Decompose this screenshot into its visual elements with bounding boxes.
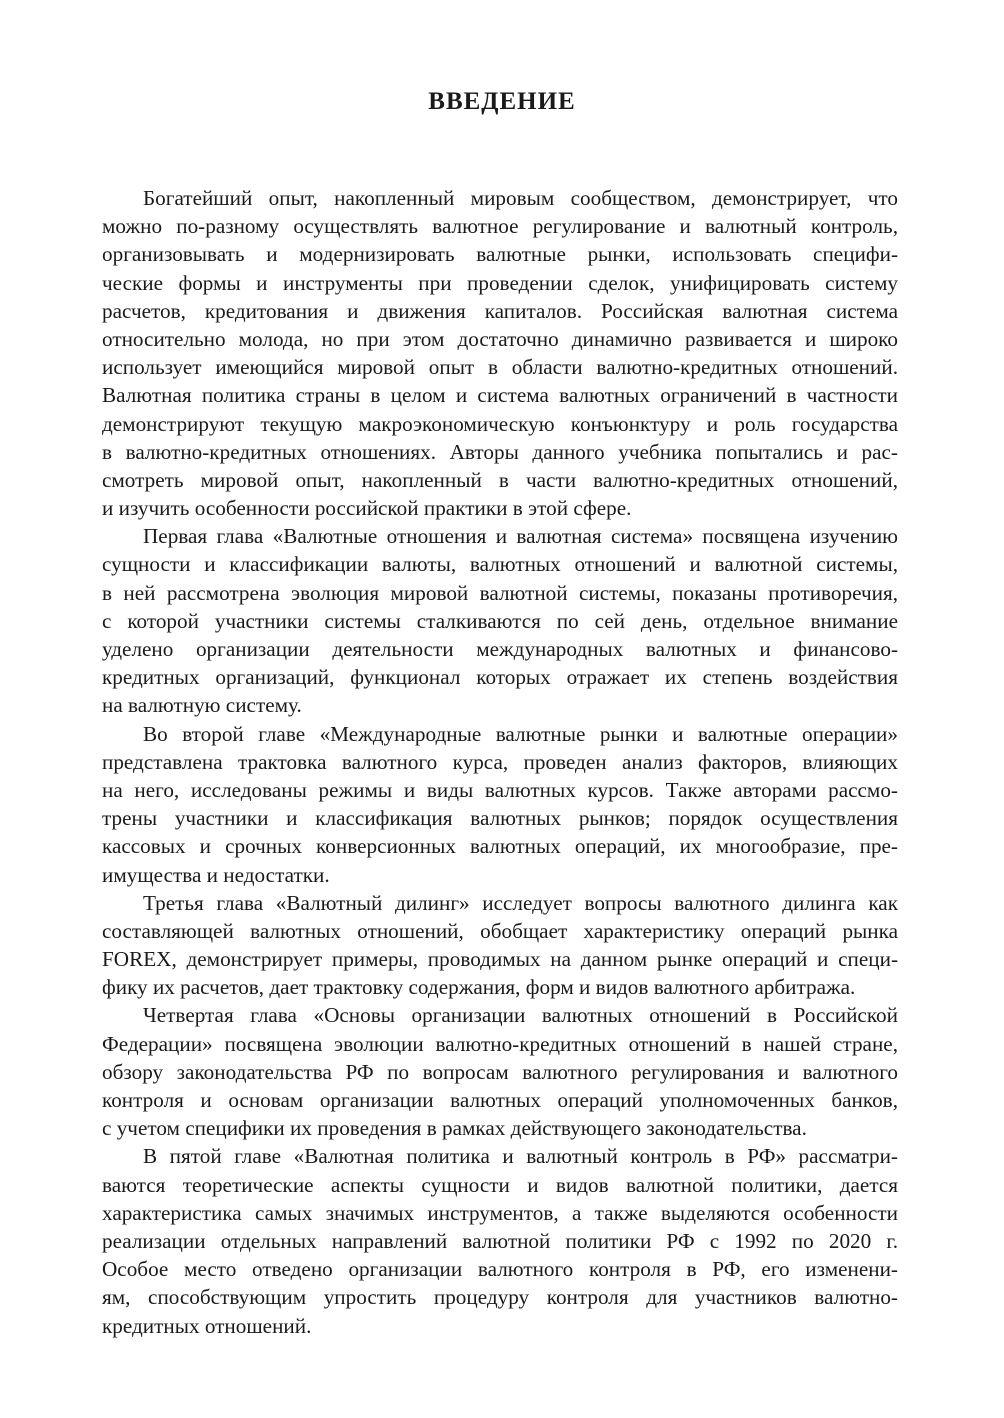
text-line: расчетов, кредитования и движения капиталов. Российская валютная система (102, 298, 898, 323)
page-title: ВВЕДЕНИЕ (428, 88, 576, 115)
text-line: на него, исследованы режимы и виды валютных курсов. Также авторами рассмо- (102, 777, 898, 802)
text-line: кредитных отношений. (102, 1313, 312, 1338)
text-line: в валютно-кредитных отношениях. Авторы данного учебника попытались и рас- (102, 439, 898, 464)
paragraph-5 (102, 1001, 898, 1142)
text-line: можно по-разному осуществлять валютное регулирование и валютный контроль, (102, 214, 898, 239)
text-line: смотреть мировой опыт, накопленный в части валютно-кредитных отношений, (102, 467, 898, 492)
text-line: и изучить особенности российской практики в этой сфере. (102, 496, 632, 521)
text-line: в ней рассмотрена эволюция мировой валютной системы, показаны противоречия, (102, 580, 898, 605)
paragraph-3 (102, 720, 898, 889)
paragraph-4 (102, 889, 898, 1002)
text-line: относительно молода, но при этом достаточно динамично развивается и широко (102, 326, 898, 351)
text-line: Валютная политика страны в целом и система валютных ограничений в частности (102, 383, 898, 408)
text-line: ческие формы и инструменты при проведении сделок, унифицировать систему (102, 270, 898, 295)
text-line: использует имеющийся мировой опыт в области валютно-кредитных отношений. (102, 355, 898, 380)
text-line: Первая глава «Валютные отношения и валютная система» посвящена изучению (143, 524, 898, 549)
text-line: контроля и основам организации валютных операций уполномоченных банков, (102, 1088, 898, 1112)
text-line: FOREX, демонстрирует примеры, проводимых на данном рынке операций и специ- (102, 947, 898, 972)
text-line: демонстрируют текущую макроэкономическую конъюнктуру и роль государства (102, 411, 898, 436)
text-line: представлена трактовка валютного курса, проведен анализ факторов, влияющих (102, 749, 898, 774)
text-line: Особое место отведено организации валютного контроля в РФ, его изменени- (102, 1257, 898, 1282)
text-line: кассовых и срочных конверсионных валютных операций, их многообразие, пре- (102, 834, 898, 859)
text-line: уделено организации деятельности международных валютных и финансово- (102, 637, 898, 661)
text-line: В пятой главе «Валютная политика и валютный контроль в РФ» рассматри- (143, 1144, 898, 1169)
text-line: ям, способствующим упростить процедуру контроля для участников валютно- (102, 1285, 898, 1310)
text-line: ваются теоретические аспекты сущности и видов валютной политики, дается (102, 1172, 898, 1197)
text-line: составляющей валютных отношений, обобщает характеристику операций рынка (102, 918, 898, 943)
text-line: организовывать и модернизировать валютные рынки, использовать специфи- (102, 242, 898, 267)
paragraph-1 (102, 184, 898, 522)
paragraph-2 (102, 522, 898, 719)
text-line: с которой участники системы сталкиваются по сей день, отдельное внимание (102, 608, 898, 633)
text-line: характеристика самых значимых инструментов, а также выделяются особенности (102, 1200, 898, 1225)
text-line: Третья глава «Валютный дилинг» исследует вопросы валютного дилинга как (143, 890, 898, 915)
text-line: трены участники и классификация валютных рынков; порядок осуществления (102, 806, 898, 831)
paragraph-6 (102, 1142, 898, 1339)
text-line: обзору законодательства РФ по вопросам валютного регулирования и валютного (102, 1059, 898, 1084)
text-line: Во второй главе «Международные валютные рынки и валютные операции» (143, 721, 898, 746)
text-line: имущества и недостатки. (102, 862, 330, 887)
text-line: Федерации» посвящена эволюции валютно-кредитных отношений в нашей стране, (102, 1031, 898, 1056)
text-line: кредитных организаций, функционал которых отражает их степень воздействия (102, 665, 898, 690)
text-line: сущности и классификации валюты, валютных отношений и валютной системы, (102, 552, 898, 577)
body-text (102, 184, 898, 1340)
text-line: Четвертая глава «Основы организации валютных отношений в Российской (143, 1003, 898, 1028)
text-line: реализации отдельных направлений валютной политики РФ с 1992 по 2020 г. (102, 1228, 898, 1253)
text-line: фику их расчетов, дает трактовку содержания, форм и видов валютного арбитража. (102, 975, 856, 1000)
text-line: на валютную систему. (102, 693, 302, 718)
text-line: Богатейший опыт, накопленный мировым сообществом, демонстрирует, что (143, 186, 898, 210)
text-line: с учетом специфики их проведения в рамках действующего законодательства. (102, 1116, 807, 1141)
